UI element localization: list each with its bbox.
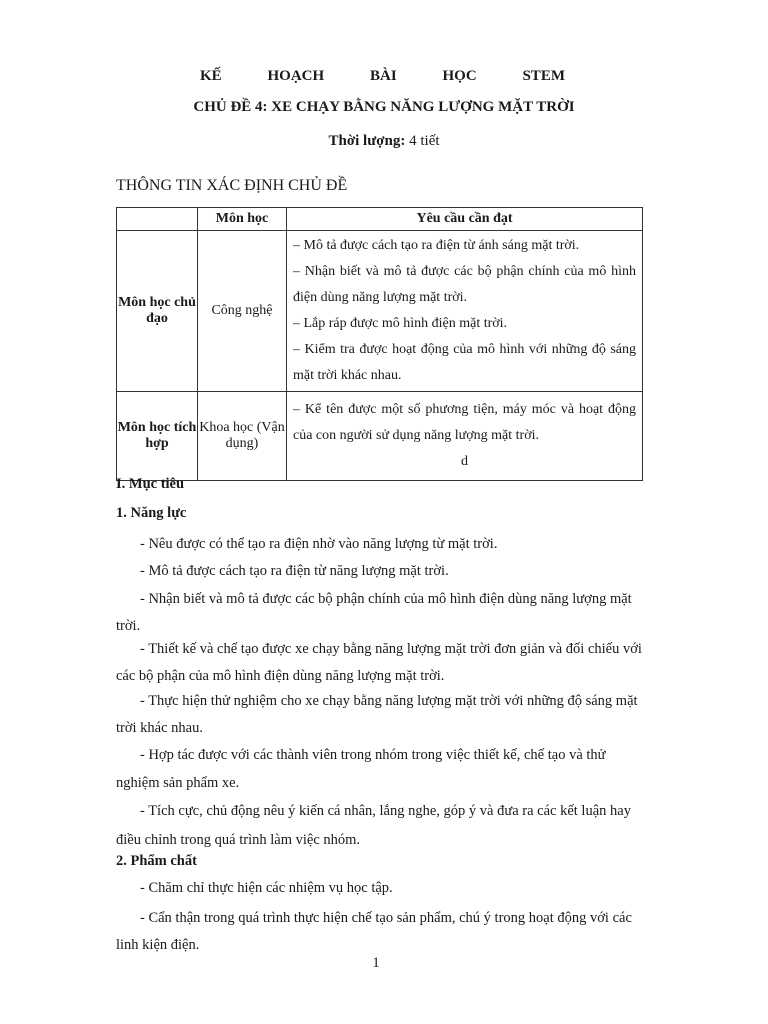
requirement-item: d [461,454,468,469]
table-header-empty [117,208,198,231]
subject-cell: Khoa học (Vận dụng) [198,392,287,481]
requirement-item: – Lắp ráp được mô hình điện mặt trời. [293,316,508,331]
competence-item: - Thiết kế và chế tạo được xe chạy bằng năng lượng mặt trời đơn giản và đối chiếu với các bộ phận của mô hình điện dùng năng lượng mặt trời. [116,641,642,684]
duration-label: Thời lượng: [328,133,406,149]
topic-subtitle: CHỦ ĐỀ 4: XE CHẠY BẰNG NĂNG LƯỢNG MẶT TRỜI [193,99,575,115]
table-header-subject: Môn học [198,208,287,231]
title-word: KẾ [200,68,222,84]
requirement-item: – Nhận biết và mô tả được các bộ phận chính của mô hình điện dùng năng lượng mặt trời. [293,264,636,305]
competence-heading: 1. Năng lực [116,505,187,521]
competence-item: - Nêu được có thể tạo ra điện nhờ vào năng lượng từ mặt trời. [140,536,498,552]
document-title [200,68,565,85]
requirement-item: – Mô tả được cách tạo ra điện từ ánh sáng mặt trời. [293,238,580,253]
topic-info-table [116,207,643,481]
competence-item: - Thực hiện thử nghiệm cho xe chạy bằng năng lượng mặt trời với những độ sáng mặt trời khác nhau. [116,693,638,736]
quality-item: - Cẩn thận trong quá trình thực hiện chế tạo sản phẩm, chú ý trong hoạt động với các linh kiện điện. [116,910,632,953]
quality-heading: 2. Phẩm chất [116,853,197,869]
competence-item: - Mô tả được cách tạo ra điện từ năng lượng mặt trời. [140,563,449,579]
subject-type-cell: Môn học tích hợp [117,392,198,481]
requirements-cell [287,392,643,481]
table-row [117,392,643,481]
title-word: STEM [522,68,565,84]
competence-item: - Hợp tác được với các thành viên trong nhóm trong việc thiết kế, chế tạo và thử nghiệm sản phẩm xe. [116,747,606,791]
title-word: HỌC [442,68,477,84]
duration-line [0,133,768,150]
subject-type-cell: Môn học chủ đạo [117,231,198,392]
duration-value: 4 tiết [409,133,440,149]
requirement-item: – Kể tên được một số phương tiện, máy móc và hoạt động của con người sử dụng năng lượng mặt trời. [293,402,636,443]
objectives-heading: I. Mục tiêu [116,476,185,492]
requirement-item: – Kiểm tra được hoạt động của mô hình với những độ sáng mặt trời khác nhau. [293,342,636,383]
competence-item: - Nhận biết và mô tả được các bộ phận chính của mô hình điện dùng năng lượng mặt trời. [116,591,632,634]
requirements-cell [287,231,643,392]
info-section-heading: THÔNG TIN XÁC ĐỊNH CHỦ ĐỀ [116,177,348,194]
title-word: HOẠCH [267,68,325,84]
table-header-row [117,208,643,231]
title-word: BÀI [369,68,397,84]
table-row [117,231,643,392]
table-header-requirement: Yêu cầu cần đạt [287,208,643,231]
quality-item: - Chăm chỉ thực hiện các nhiệm vụ học tập. [140,880,393,896]
subject-cell: Công nghệ [198,231,287,392]
page-number: 1 [372,955,380,971]
competence-item: - Tích cực, chủ động nêu ý kiến cá nhân, lắng nghe, góp ý và đưa ra các kết luận hay điều chỉnh trong quá trình làm việc nhóm. [116,803,631,848]
